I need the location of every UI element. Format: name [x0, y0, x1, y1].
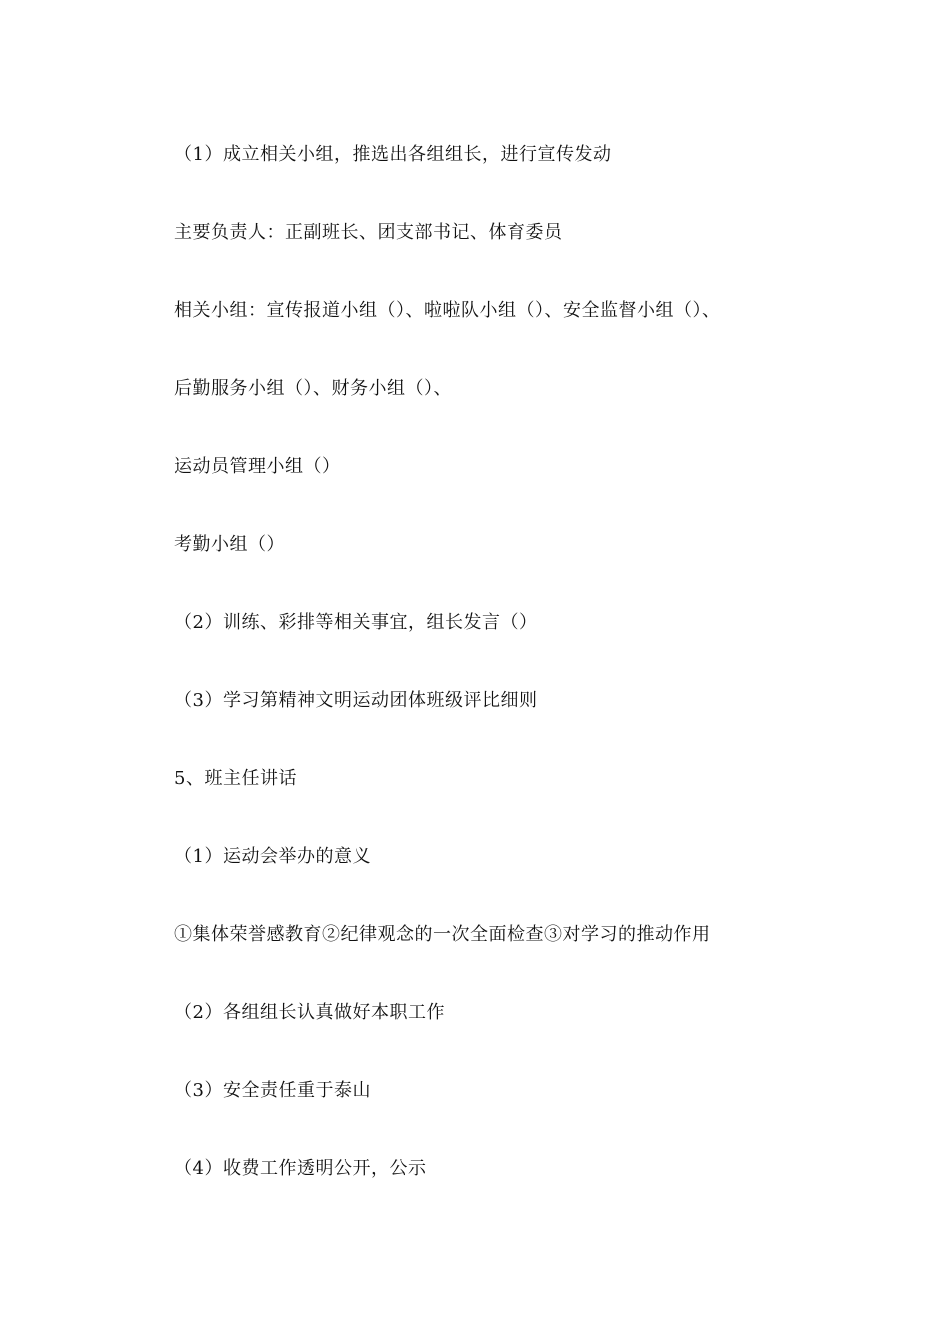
- text-line: （2）各组组长认真做好本职工作: [174, 1002, 445, 1023]
- text-line: 运动员管理小组（）: [174, 456, 341, 477]
- text-line: （3）学习第精神文明运动团体班级评比细则: [174, 690, 538, 711]
- text-line: （1）运动会举办的意义: [174, 846, 371, 867]
- text-line: 主要负责人：正副班长、团支部书记、体育委员: [174, 222, 563, 243]
- text-line: （2）训练、彩排等相关事宜，组长发言（）: [174, 612, 538, 633]
- text-line: （3）安全责任重于泰山: [174, 1080, 371, 1101]
- text-line: 相关小组：宣传报道小组（）、啦啦队小组（）、安全监督小组（）、: [174, 300, 721, 321]
- document-body: [174, 140, 874, 1232]
- text-line: ①集体荣誉感教育②纪律观念的一次全面检查③对学习的推动作用: [174, 924, 711, 945]
- text-line: 后勤服务小组（）、财务小组（）、: [174, 378, 452, 399]
- section-heading: 5、班主任讲话: [174, 768, 297, 789]
- text-line: 考勤小组（）: [174, 534, 285, 555]
- text-line: （4）收费工作透明公开，公示: [174, 1158, 427, 1179]
- text-line: （1）成立相关小组，推选出各组组长，进行宣传发动: [174, 144, 612, 165]
